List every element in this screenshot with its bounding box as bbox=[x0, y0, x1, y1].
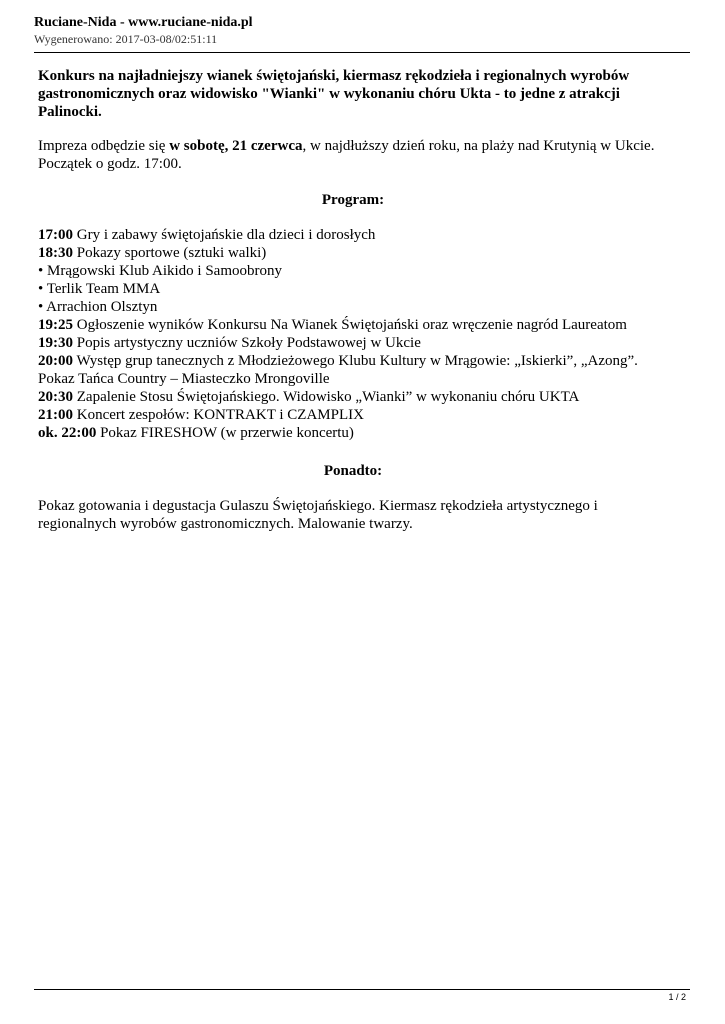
program-list bbox=[38, 226, 668, 442]
program-item bbox=[38, 388, 668, 406]
program-text: Ogłoszenie wyników Konkursu Na Wianek Świętojański oraz wręczenie nagród Laureatom bbox=[73, 317, 627, 333]
site-title: Ruciane-Nida - www.ruciane-nida.pl bbox=[34, 15, 253, 30]
program-time: 20:00 bbox=[38, 353, 73, 369]
generated-timestamp: Wygenerowano: 2017-03-08/02:51:11 bbox=[34, 32, 218, 46]
program-item bbox=[38, 424, 668, 442]
program-time: 19:30 bbox=[38, 335, 73, 351]
program-item bbox=[38, 262, 668, 280]
program-heading: Program: bbox=[321, 192, 385, 208]
extra-text: Pokaz gotowania i degustacja Gulaszu Świętojańskiego. Kiermasz rękodzieła artystycznego i regionalnych wyrobów gastronomicznych. Malowanie twarzy. bbox=[38, 498, 598, 532]
program-text: Występ grup tanecznych z Młodzieżowego Klubu Kultury w Mrągowie: „Iskierki”, „Azong”. bbox=[73, 353, 638, 369]
program-time: 19:25 bbox=[38, 317, 73, 333]
program-text: Gry i zabawy świętojańskie dla dzieci i dorosłych bbox=[73, 227, 376, 243]
program-time: 18:30 bbox=[38, 245, 73, 261]
event-date: w sobotę, 21 czerwca bbox=[169, 138, 303, 154]
program-text: Koncert zespołów: KONTRAKT i CZAMPLIX bbox=[73, 407, 364, 423]
program-time: 20:30 bbox=[38, 389, 73, 405]
program-item bbox=[38, 406, 668, 424]
program-time: ok. 22:00 bbox=[38, 425, 97, 441]
intro-before: Impreza odbędzie się bbox=[38, 138, 170, 154]
program-item bbox=[38, 370, 668, 388]
program-item bbox=[38, 316, 668, 334]
program-item bbox=[38, 244, 668, 262]
program-time: 21:00 bbox=[38, 407, 73, 423]
program-text: Pokazy sportowe (sztuki walki) bbox=[73, 245, 267, 261]
program-text: • Terlik Team MMA bbox=[38, 281, 161, 297]
article-lead: Konkurs na najładniejszy wianek świętojański, kiermasz rękodzieła i regionalnych wyrobów gastronomicznych oraz widowisko "Wianki" w wykonaniu chóru Ukta - to jedne z atrakcji Palinocki. bbox=[38, 68, 630, 120]
program-item bbox=[38, 298, 668, 316]
program-item bbox=[38, 226, 668, 244]
intro-after: , w najdłuższy dzień roku, na plaży nad Krutynią w Ukcie. Początek o godz. 17:00. bbox=[38, 138, 655, 172]
extra-heading: Ponadto: bbox=[323, 463, 383, 479]
page-number: 1 / 2 bbox=[668, 992, 686, 1002]
program-text: Pokaz FIRESHOW (w przerwie koncertu) bbox=[96, 425, 354, 441]
program-text: Popis artystyczny uczniów Szkoły Podstawowej w Ukcie bbox=[73, 335, 421, 351]
header-divider bbox=[34, 52, 690, 53]
program-item bbox=[38, 352, 668, 370]
page-header bbox=[34, 14, 690, 46]
program-text: • Arrachion Olsztyn bbox=[38, 299, 158, 315]
footer-divider bbox=[34, 989, 690, 990]
program-item bbox=[38, 280, 668, 298]
program-text: Zapalenie Stosu Świętojańskiego. Widowisko „Wianki” w wykonaniu chóru UKTA bbox=[73, 389, 580, 405]
article-body bbox=[38, 67, 668, 551]
program-text: Pokaz Tańca Country – Miasteczko Mrongoville bbox=[38, 371, 330, 387]
program-time: 17:00 bbox=[38, 227, 73, 243]
article-intro bbox=[38, 137, 668, 173]
program-item bbox=[38, 334, 668, 352]
program-text: • Mrągowski Klub Aikido i Samoobrony bbox=[38, 263, 282, 279]
